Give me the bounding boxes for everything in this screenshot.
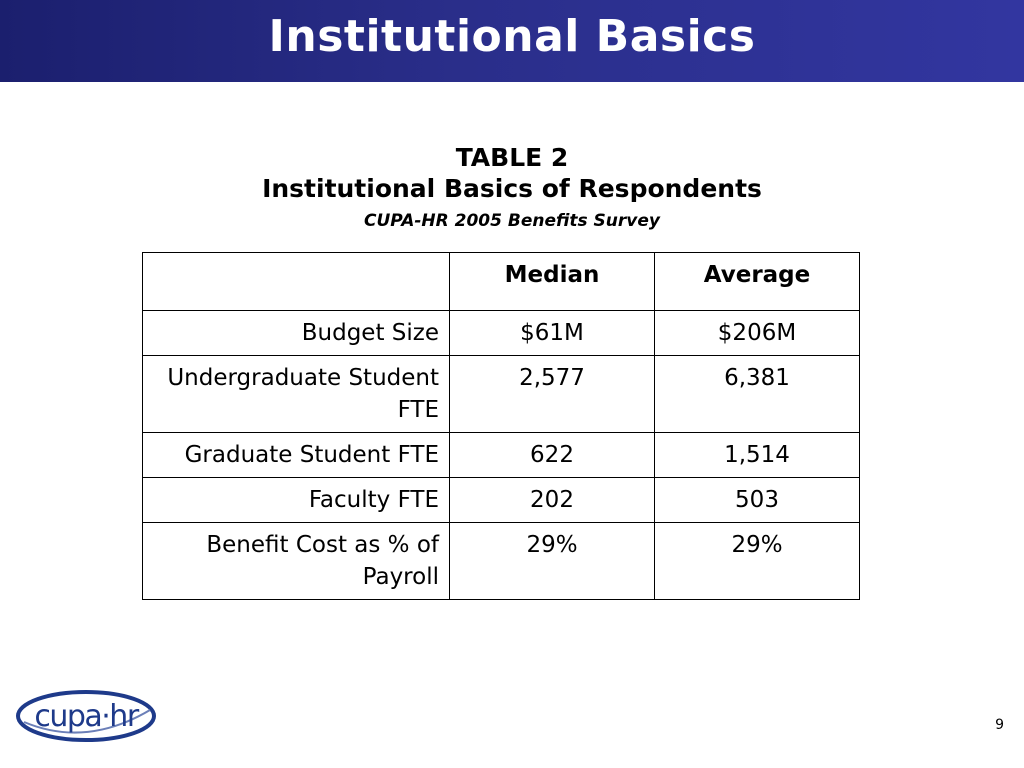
row-label: Undergraduate Student FTE bbox=[143, 356, 450, 433]
average-cell: 29% bbox=[655, 523, 860, 600]
table-subtitle: CUPA-HR 2005 Benefits Survey bbox=[364, 211, 660, 231]
page-number: 9 bbox=[995, 717, 1004, 733]
average-cell: 6,381 bbox=[655, 356, 860, 433]
cupa-hr-logo bbox=[14, 688, 159, 744]
median-cell: 622 bbox=[450, 433, 655, 478]
table-heading bbox=[0, 143, 1024, 234]
row-label: Benefit Cost as % of Payroll bbox=[143, 523, 450, 600]
median-cell: $61M bbox=[450, 311, 655, 356]
data-table bbox=[142, 252, 860, 600]
table-row bbox=[143, 433, 860, 478]
table-row bbox=[143, 356, 860, 433]
logo-text: cupa·hr bbox=[34, 699, 138, 734]
table-header-row bbox=[143, 253, 860, 311]
average-cell: 1,514 bbox=[655, 433, 860, 478]
table-number: TABLE 2 bbox=[455, 143, 569, 172]
table-title: Institutional Basics of Respondents bbox=[262, 174, 762, 203]
median-cell: 2,577 bbox=[450, 356, 655, 433]
average-cell: $206M bbox=[655, 311, 860, 356]
column-header-average: Average bbox=[655, 253, 860, 311]
median-cell: 202 bbox=[450, 478, 655, 523]
row-label: Graduate Student FTE bbox=[143, 433, 450, 478]
median-cell: 29% bbox=[450, 523, 655, 600]
table-row bbox=[143, 311, 860, 356]
row-label: Faculty FTE bbox=[143, 478, 450, 523]
slide-title: Institutional Basics bbox=[268, 11, 756, 62]
table-row bbox=[143, 478, 860, 523]
average-cell: 503 bbox=[655, 478, 860, 523]
table-row bbox=[143, 523, 860, 600]
row-label: Budget Size bbox=[143, 311, 450, 356]
column-header-empty bbox=[143, 253, 450, 311]
column-header-median: Median bbox=[450, 253, 655, 311]
cupa-hr-logo-icon bbox=[14, 688, 159, 744]
